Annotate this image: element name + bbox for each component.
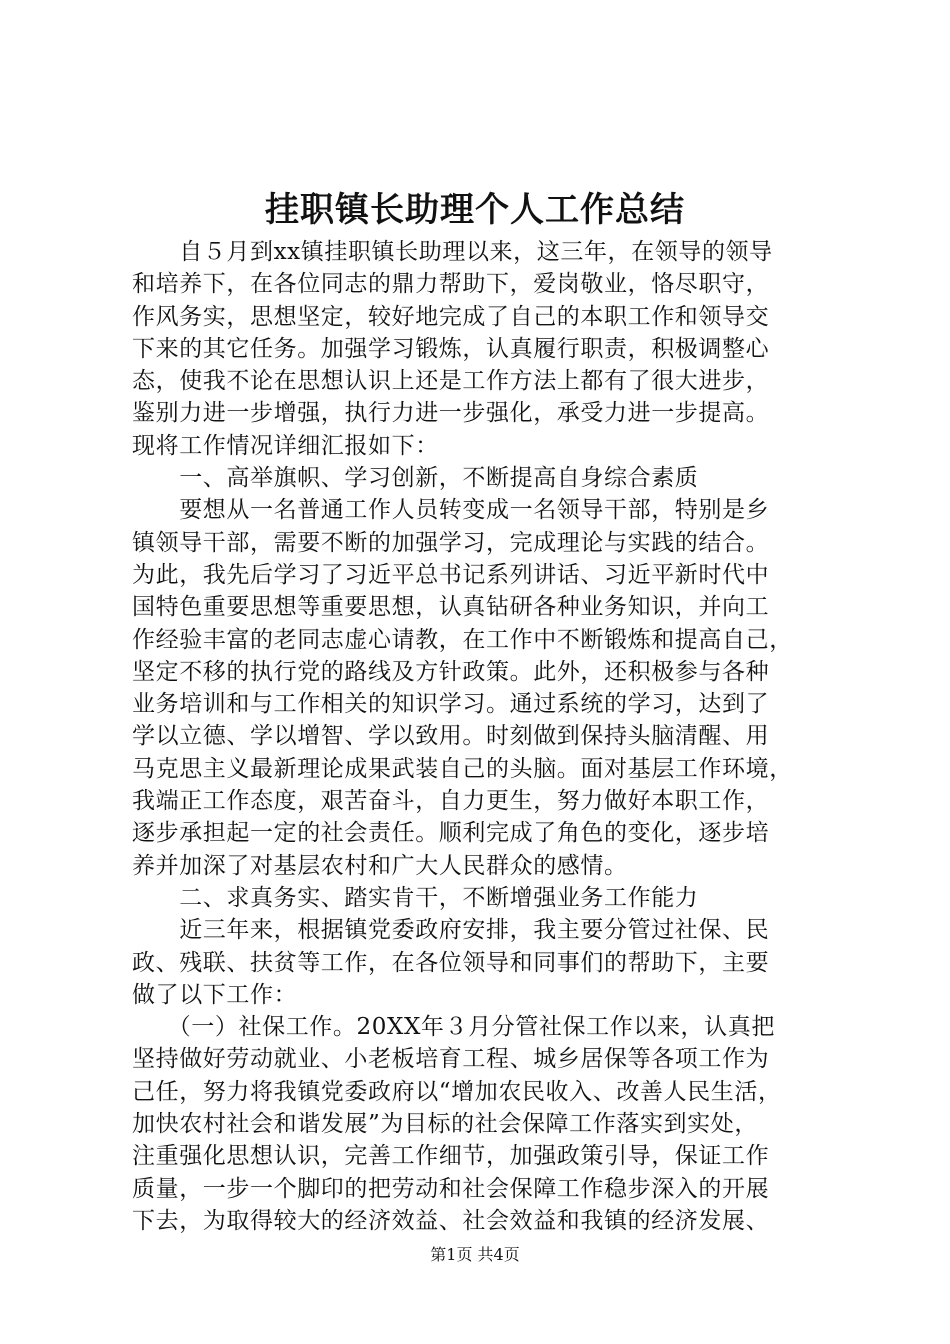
body-line: 作风务实，思想坚定，较好地完成了自己的本职工作和领导交: [132, 303, 770, 330]
body-line: 逐步承担起一定的社会责任。顺利完成了角色的变化，逐步培: [132, 820, 770, 847]
body-line: 近三年来，根据镇党委政府安排，我主要分管过社保、民: [132, 917, 770, 944]
body-line: 质量，一步一个脚印的把劳动和社会保障工作稳步深入的开展: [132, 1175, 770, 1202]
body-line: 为此，我先后学习了习近平总书记系列讲话、习近平新时代中: [132, 561, 770, 588]
body-line: 下来的其它任务。加强学习锻炼，认真履行职责，积极调整心: [132, 335, 770, 362]
page-footer: 第1页 共4页: [430, 1245, 520, 1264]
body-line: 自５月到xx镇挂职镇长助理以来，这三年，在领导的领导: [132, 239, 773, 265]
body-line: 一、高举旗帜、学习创新，不断提高自身综合素质: [132, 465, 699, 492]
body-line: 学以立德、学以增智、学以致用。时刻做到保持头脑清醒、用: [132, 723, 770, 750]
body-line: 和培养下，在各位同志的鼎力帮助下，爱岗敬业，恪尽职守，: [132, 271, 770, 298]
body-line: 我端正工作态度，艰苦奋斗，自力更生，努力做好本职工作，: [132, 788, 770, 815]
body-line: 做了以下工作：: [132, 981, 298, 1008]
body-line: 坚定不移的执行党的路线及方针政策。此外，还积极参与各种: [132, 658, 770, 685]
body-line: 业务培训和与工作相关的知识学习。通过系统的学习，达到了: [132, 691, 770, 718]
body-line: 己任，努力将我镇党委政府以“增加农民收入、改善人民生活，: [132, 1078, 782, 1105]
body-line: 加快农村社会和谐发展”为目标的社会保障工作落实到实处，: [132, 1111, 758, 1138]
body-line: 政、残联、扶贫等工作，在各位领导和同事们的帮助下，主要: [132, 949, 770, 976]
body-line: 养并加深了对基层农村和广大人民群众的感情。: [132, 852, 628, 879]
body-line: 国特色重要思想等重要思想，认真钻研各种业务知识，并向工: [132, 594, 770, 621]
body-line: 马克思主义最新理论成果武装自己的头脑。面对基层工作环境，: [132, 755, 793, 782]
body-line: 要想从一名普通工作人员转变成一名领导干部，特别是乡: [132, 497, 770, 524]
body-line: 态，使我不论在思想认识上还是工作方法上都有了很大进步，: [132, 368, 770, 395]
body-line: （一）社保工作。20XX年３月分管社保工作以来，认真把: [132, 1014, 775, 1041]
body-line: 镇领导干部，需要不断的加强学习，完成理论与实践的结合。: [132, 529, 770, 556]
body-line: 注重强化思想认识，完善工作细节，加强政策引导，保证工作: [132, 1143, 770, 1170]
body-line: 鉴别力进一步增强，执行力进一步强化，承受力进一步提高。: [132, 400, 770, 427]
body-line: 现将工作情况详细汇报如下：: [132, 432, 439, 459]
document-body: [132, 236, 832, 1237]
body-line: 二、求真务实、踏实肯干，不断增强业务工作能力: [132, 884, 699, 911]
body-line: 下去，为取得较大的经济效益、社会效益和我镇的经济发展、: [132, 1207, 770, 1234]
document-title: 挂职镇长助理个人工作总结: [265, 190, 685, 230]
body-line: 坚持做好劳动就业、小老板培育工程、城乡居保等各项工作为: [132, 1046, 770, 1073]
body-line: 作经验丰富的老同志虚心请教，在工作中不断锻炼和提高自己，: [132, 626, 793, 653]
